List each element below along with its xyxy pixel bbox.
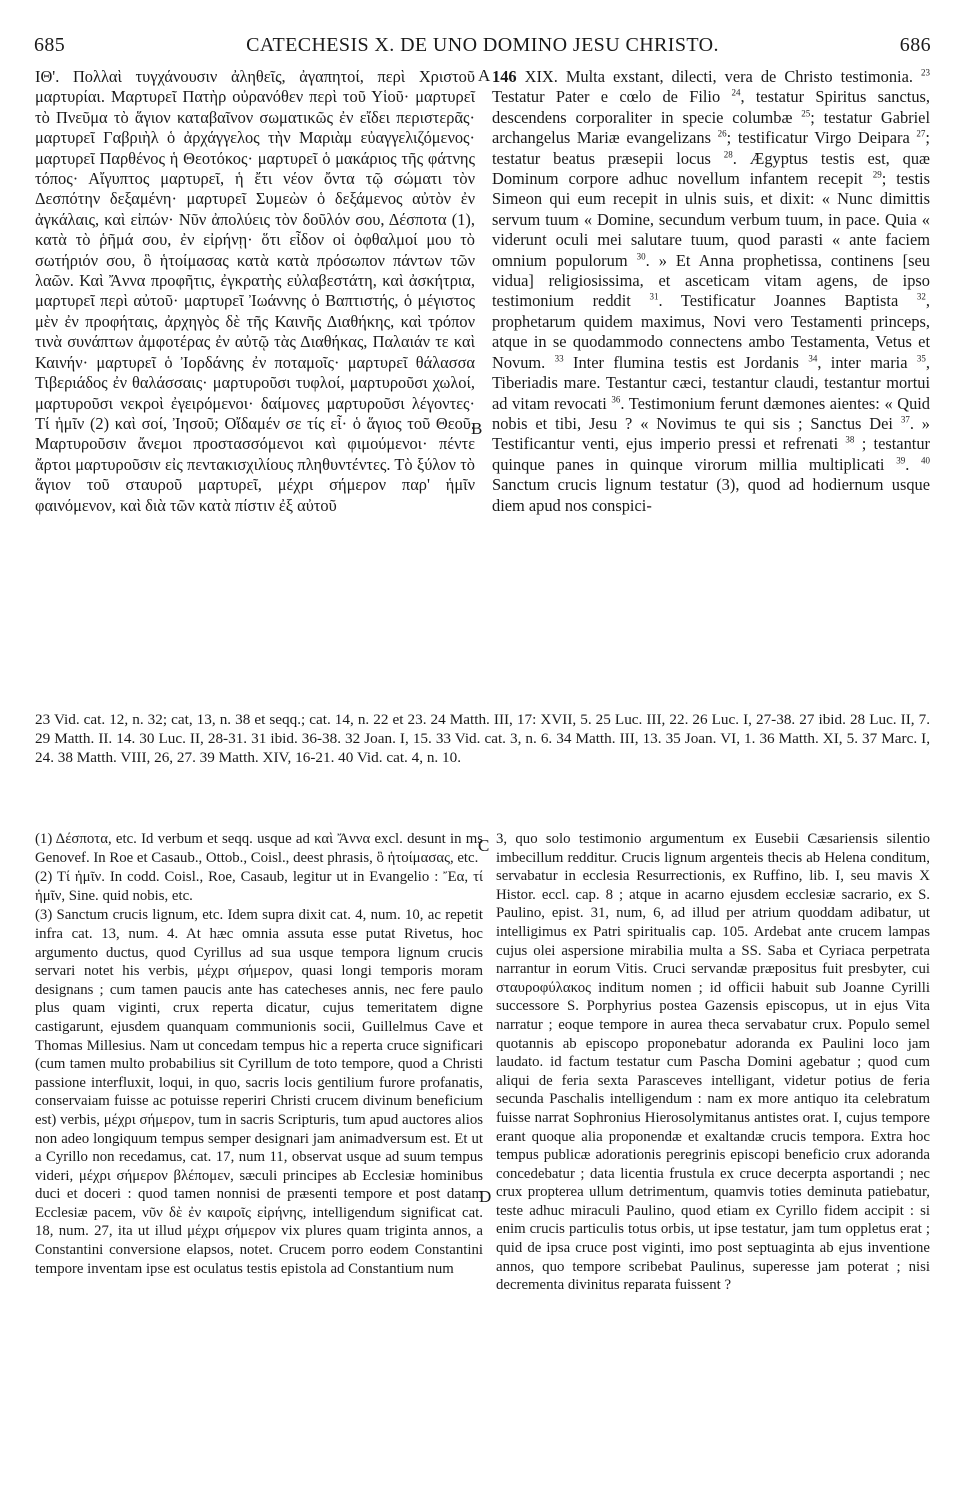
footnote-ref: 32: [916, 292, 926, 302]
footnote: (1) Δέσποτα, etc. Id verbum et seqq. usque ad καὶ Ἄννα excl. desunt in ms Genovef. In Roe et Casaub., Ottob., Coisl., deest phrasis, ὃ ἡτοίμασας, etc.: [35, 831, 483, 866]
latin-text-part: . Ægyptus testis est, quæ Dominum corpore adhuc novellum infantem recepit: [492, 148, 930, 189]
footnote-ref: 39: [896, 455, 906, 466]
latin-text-part: .: [905, 454, 921, 474]
footnote-ref: 24: [731, 87, 741, 98]
footnote-ref: 33: [554, 353, 564, 364]
footnote-ref: 35: [916, 353, 926, 364]
latin-text-part: Sanctum crucis lignum testatur (3), quod ad hodiernum usque diem apud nos conspici-: [492, 475, 930, 515]
footnote-ref: 27: [916, 128, 926, 139]
notes-right-column: [496, 830, 930, 1296]
latin-text-part: . Testimonium ferunt dæmones aientes: « Quid nobis et tibi, Jesu ? « Novimus te qui sis ; Sanctus Dei: [492, 393, 931, 433]
latin-text-part: ; testatur beatus præsepii locus: [492, 128, 930, 168]
latin-text-part: ; testis Simeon qui eum recepit in ulnis suis, et dixit: « Nunc dimittis servum tuum « Domine, secundum verbum tuum, in pace. Quia « viderunt oculi mei salutare tuum, quod parasti « ante faciem omnium populorum: [492, 169, 930, 270]
footnote-ref: 37: [900, 414, 910, 425]
footnote-ref: 28: [723, 149, 733, 160]
page-number-left: 685: [34, 34, 66, 56]
latin-text-part: Inter flumina testis est Jordanis: [563, 352, 809, 372]
section-number: 146: [492, 67, 517, 86]
footnote-ref: 40: [920, 455, 930, 466]
latin-text-part: , Tiberiadis mare. Testantur cæci, testantur claudi, testantur mortui ad vitam revocati: [492, 352, 930, 413]
footnote-ref: 38: [845, 434, 855, 445]
page-number-right: 686: [899, 34, 931, 56]
latin-column: [492, 67, 930, 516]
notes-left-column: [35, 830, 483, 1279]
latin-text-part: ; testificatur Virgo Deipara: [726, 128, 917, 148]
footnote-ref: 23: [921, 67, 930, 78]
footnote: (3) Sanctum crucis lignum, etc. Idem supra dixit cat. 4, num. 10, ac repetit infra cat. 13, num. 4. At hæc omnia assuta esse putat Rivetus, hoc argumento ductus, quod Cyrillus ad sua usque tempora lignum crucis servari notet his verbis, μέχρι σήμερον, quasi longi temporis moram designans ; cum tamen paucis ante has catecheses annis, nec fere paulo plus quam viginti, crux reperta dicatur, cujus temeritatem digne castigarunt, ejusdem quanquam communionis socii, Guillelmus Cave et Thomas Millesius. Nam ut concedam tempus hic a reperta cruce significari (cum tamen multo probabilius sit Cyrillum de toto tempore, quod a Christi passione interfluxit, loqui, in quo, sacris locis gentilium furore profanatis, conservaiam fuisse ac potuisse reperiri Christi crucem divinum beneficium est) verbis, μέχρι σήμερον, tum in sacris Scripturis, tum apud auctores alios non adeo longiquum tempus semper designari jam animadversum est. Et ut a Cyrillo non recedamus, cat. 17, num 11, observat usque ad suum tempus videri, μέχρι σήμερον βλέπομεν, sæculi principes ab Ecclesiæ hominibus duci et doceri : quod tamen nonnisi de præsenti tempore et post datam Ecclesiæ pacem, νῦν δὲ ἐν καιροῖς εἰρήνης, intelligendum significat cat. 18, num. 27, ita ut illud μέχρι σήμερον vix plures quam triginta annos, a Constantini conversione elapsos, notet. Crucem porro eodem Constantini tempore inventam ipse est oculatus testis epistola ad Constantium num: [35, 907, 483, 1277]
latin-text-part: , prophetarum quidem maximus, Novi vero Testamenti princeps, atque in se quodammodo connectens ambo Testamenta, Vetus et Novum.: [492, 291, 930, 372]
greek-column: ΙΘ'. Πολλαὶ τυγχάνουσιν ἀληθεῖς, ἀγαπητοί, περὶ Χριστοῦ μαρτυρίαι. Μαρτυρεῖ Πατὴρ οὐρανόθεν περὶ τοῦ Υἱοῦ· μαρτυρεῖ τὸ Πνεῦμα τὸ ἅγιον καταβαῖνον σωματικῶς ἐν εἴδει περιστερᾶς· μαρτυρεῖ Γαβριὴλ ὁ ἀρχάγγελος τὴν Μαριὰμ εὐαγγελιζόμενος· μαρτυρεῖ Παρθένος ἡ Θεοτόκος· μαρτυρεῖ ὁ μακάριος τῆς φάτνης τόπος· Αἴγυπτος μαρτυρεῖ, ἡ ἔτι νέον ὄντα τῷ σώματι τὸν Δεσπότην δεξαμένη· μαρτυρεῖ Συμεὼν ὁ δεξάμενος αὐτὸν ἐν ἀγκάλαις, καὶ εἰπών· Νῦν ἀπολύεις τὸν δοῦλόν σου, Δέσποτα (1), κατὰ τὸ ῥῆμά σου, ἐν εἰρήνῃ· ὅτι εἶδον οἱ ὀφθαλμοί μου τὸ σωτήριόν σου, ὃ ἡτοίμασας κατὰ κατὰ πρόσωπον πάντων τῶν λαῶν. Καὶ Ἄννα προφῆτις, ἐγκρατὴς εὐλαβεστάτη, καὶ ἀσκήτρια, μαρτυρεῖ περὶ αὐτοῦ· μαρτυρεῖ Ἰωάννης ὁ Βαπτιστής, ὁ μέγιστος μὲν ἐν προφήταις, ἀρχηγὸς δὲ τῆς Καινῆς Διαθήκης, καὶ τρόπον τινὰ συνάπτων ἀμφοτέρας ἐν αὐτῷ τὰς Διαθήκας, Παλαιάν τε καὶ Καινήν· μαρτυρεῖ ὁ Ἰορδάνης ἐν ποταμοῖς· μαρτυρεῖ θάλασσα Τιβεριάδος ἐν θαλάσσαις· μαρτυροῦσι τυφλοί, μαρτυροῦσι χωλοί, μαρτυροῦσι νεκροὶ ἐγειρόμενοι· δαίμονες μαρτυροῦσι λέγοντες· Τί ἡμῖν (2) καὶ σοί, Ἰησοῦ; Οἴδαμέν σε τίς εἶ· ὁ ἅγιος τοῦ Θεοῦ. Μαρτυροῦσιν ἄνεμοι προστασσόμενοι καὶ φιμούμενοι· πέντε ἄρτοι μαρτυροῦσιν εἰς πεντακισχιλίους πληθυντέντες. Τὸ ξύλον τὸ ἅγιον τοῦ σταυροῦ μαρτυρεῖ, μέχρι σήμερον παρ' ἡμῖν φαινόμενον, καὶ διὰ τῶν κατὰ πίστιν ἐξ αὐτοῦ: [35, 67, 475, 515]
footnote-ref: 29: [872, 169, 882, 180]
latin-text-part: , testatur Spiritus sanctus, descendens corporaliter in specie columbæ: [492, 87, 930, 127]
latin-text-part: ; testantur quinque panes in quinque virorum millia multiplicati: [492, 434, 930, 474]
latin-text-part: ; testatur Gabriel archangelus Mariæ evangelizans: [492, 107, 931, 148]
running-title: CATECHESIS X. DE UNO DOMINO JESU CHRISTO.: [246, 34, 719, 56]
footnote-ref: 34: [808, 353, 818, 364]
running-header: [34, 34, 931, 60]
footnote-ref: 26: [717, 128, 727, 139]
footnote-ref: 30: [636, 251, 646, 262]
margin-letter-c: C: [478, 836, 490, 855]
latin-text-part: Testatur Pater e cœlo de Filio: [492, 87, 732, 107]
footnote-ref: 36: [611, 394, 621, 405]
latin-text-part: . » Et Anna prophetissa, continens [seu vidua] religiosissima, et asceticam vitam agens, de ipso testimonium reddit: [492, 250, 930, 311]
footnote-ref: 25: [801, 108, 811, 119]
footnote: 3, quo solo testimonio argumentum ex Eusebii Cæsariensis silentio imbecillum redditur. Crucis lignum argenteis thecis ab Helena conditum, servabatur in ecclesia Resurrectionis, ex Ruffino, lib. I, seu mavis X Histor. eccl. cap. 8 ; atque in acarno ejusdem ecclesiæ sacrario, ex S. Paulino, epist. 31, num, 6, ad illud per atrium quoddam adibatur, ut intelligimus ex Patri spiritualis cap. 105. Ardebat ante crucem lampas cujus olei aspersione mirabilia multa a SS. Saba et Cyriaca perpetrata narrantur in eorum Vitis. Cruci servandæ præpositus fuit presbyter, cui σταυροφύλακος inditum nomen ; id officii habuit sub Joanne Cyrilli successore S. Porphyrius postea Gazensis episcopus, ut in ejus Vita narratur ; eoque tempore in aurea theca servabatur crux. Populo semel quotannis ab episcopo proponebatur adoranda ex Paulini loco jam laudato. id factum testatur cum Pascha Domini agebatur ; quod cum aliqui de feria sexta Parasceves intelligant, videtur potius de feria secunda Paschalis intelligendum : nam ex more antiquo ita celebratum fuisse narrat Sophronius Hierosolymitanus antistes orat. I, cujus tempore erant quoque alia proponendæ et exaltandæ crucis tempora. Extra hoc tempus publicæ adorationis peregrinis episcopi beneficio crux adoranda concedebatur ; data licentia frustula ex cruce decerpta asportandi ; nec crux propterea ullum detrimentum, quamvis toties deminuta patiebatur, teste adhuc miraculi Paulino, quod etiam ex Cyrillo fidem accipit : si enim crucis particulis totus orbis, ut ipse testatur, jam tum oppletus erat ; quid de ipsa cruce post viginti, imo post septuaginta ab ejus inventione annos, quo tempore scribebat Paulinus, superesse jam poterat ; nisi decrementa divinitus reparata fuissent ?: [496, 831, 930, 1294]
latin-text-part: . Testificatur Joannes Baptista: [658, 291, 917, 311]
margin-letter-a: A: [478, 66, 491, 85]
scripture-references: 23 Vid. cat. 12, n. 32; cat, 13, n. 38 et seqq.; cat. 14, n. 22 et 23. 24 Matth. III, 17: XVII, 5. 25 Luc. III, 22. 26 Luc. I, 27-38. 27 ibid. 28 Luc. II, 7. 29 Matth. II. 14. 30 Luc. II, 28-31. 31 ibid. 36-38. 32 Joan. I, 15. 33 Vid. cat. 3, n. 6. 34 Matth. III, 13. 35 Joan. VI, 1. 36 Matth. XI, 5. 37 Marc. I, 24. 38 Matth. VIII, 26, 27. 39 Matth. XIV, 16-21. 40 Vid. cat. 4, n. 10.: [35, 711, 930, 766]
footnote: (2) Τί ἡμῖν. In codd. Coisl., Roe, Casaub, legitur ut in Evangelio : Ἔα, τί ἡμῖν, Sine. quid nobis, etc.: [35, 869, 483, 904]
footnote-ref: 31: [649, 292, 659, 302]
latin-text-part: . » Testificantur venti, ejus imperio pressi et refrenati: [492, 413, 930, 454]
margin-letter-d: D: [479, 1187, 492, 1206]
latin-text-part: XIX. Multa exstant, dilecti, vera de Christo testimonia.: [516, 67, 921, 86]
latin-text-part: , inter maria: [817, 352, 917, 372]
margin-letter-b: B: [471, 419, 483, 438]
